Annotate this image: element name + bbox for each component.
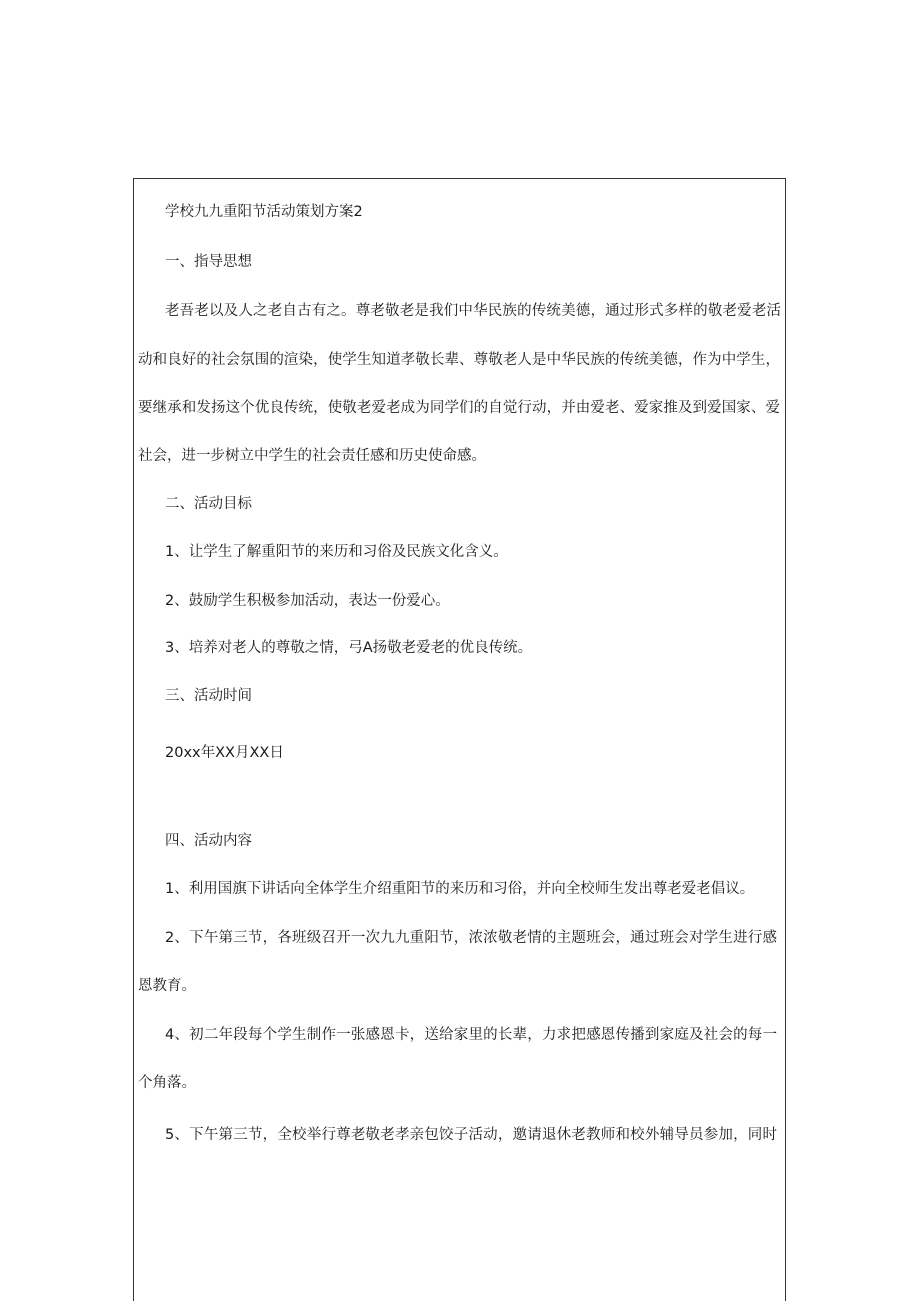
- list-item: 1、利用国旗下讲话向全体学生介绍重阳节的来历和习俗，并向全校师生发出尊老爱老倡议。: [165, 881, 755, 897]
- paragraph-line: 老吾老以及人之老自古有之。尊老敬老是我们中华民族的传统美德，通过形式多样的敬老爱老活: [165, 303, 781, 319]
- section-4-heading: 四、活动内容: [165, 833, 252, 849]
- list-item: 4、初二年段每个学生制作一张感恩卡，送给家里的长辈，力求把感恩传播到家庭及社会的每一: [165, 1027, 777, 1043]
- activity-date: 20xx年XX月XX日: [165, 745, 284, 761]
- paragraph-line: 社会，进一步树立中学生的社会责任感和历史使命感。: [138, 448, 486, 464]
- list-item: 3、培养对老人的尊敬之情，弓A扬敬老爱老的优良传统。: [165, 640, 533, 656]
- list-item: 2、下午第三节，各班级召开一次九九重阳节，浓浓敬老情的主题班会，通过班会对学生进行感: [165, 930, 777, 946]
- list-item: 1、让学生了解重阳节的来历和习俗及民族文化含义。: [165, 544, 508, 560]
- section-1-heading: 一、指导思想: [165, 254, 252, 270]
- list-item-continuation: 个角落。: [138, 1075, 196, 1091]
- list-item: 2、鼓励学生积极参加活动，表达一份爱心。: [165, 593, 450, 609]
- paragraph-line: 动和良好的社会氛围的渲染，使学生知道孝敬长辈、尊敬老人是中华民族的传统美德，作为中学生，: [138, 352, 780, 368]
- list-item-continuation: 恩教育。: [138, 978, 196, 994]
- section-2-heading: 二、活动目标: [165, 496, 252, 512]
- document-title: 学校九九重阳节活动策划方案2: [165, 204, 363, 220]
- list-item: 5、下午第三节，全校举行尊老敬老孝亲包饺子活动，邀请退休老教师和校外辅导员参加，同时: [165, 1127, 777, 1143]
- section-3-heading: 三、活动时间: [165, 688, 252, 704]
- paragraph-line: 要继承和发扬这个优良传统，使敬老爱老成为同学们的自觉行动，并由爱老、爱家推及到爱国家、爱: [138, 400, 780, 416]
